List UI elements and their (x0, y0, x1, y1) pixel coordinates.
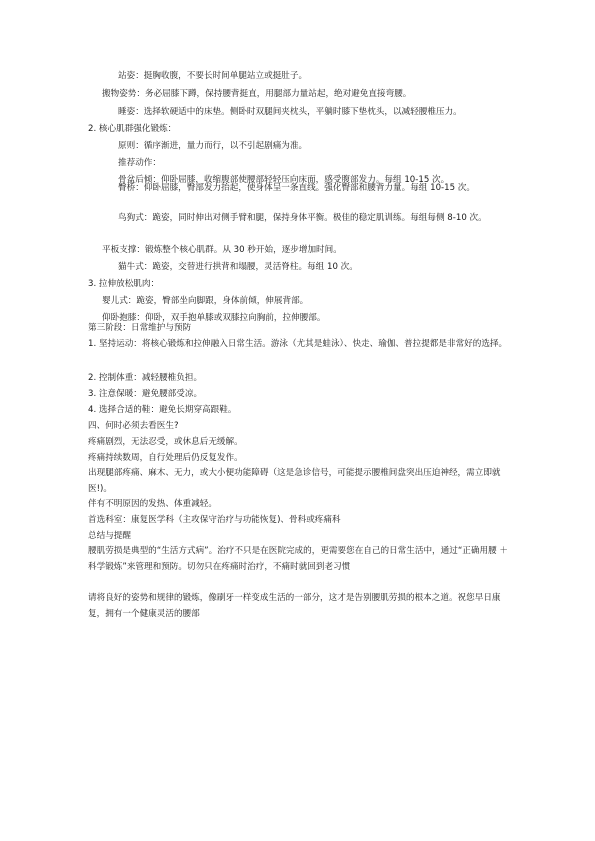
text-line: 站姿：挺胸收腹，不要长时间单腿站立或挺肚子。 (118, 71, 308, 81)
text-line: 伴有不明原因的发热、体重减轻。 (88, 499, 217, 509)
text-line: 睡姿：选择软硬适中的床垫。侧卧时双腿间夹枕头，平躺时膝下垫枕头，以减轻腰椎压力。 (118, 107, 462, 117)
text-line: 平板支撑：锻炼整个核心肌群。从 30 秒开始，逐步增加时间。 (102, 245, 342, 255)
section-heading: 总结与提醒 (88, 531, 131, 541)
text-line: 3. 注意保暖：避免腰部受凉。 (88, 389, 203, 399)
text-paragraph: 出现腿部疼痛、麻木、无力，或大小便功能障碍（这是急诊信号，可能提示腰椎间盘突出压迫神经，需立即就医!)。 (88, 468, 501, 494)
list-heading: 2. 核心肌群强化锻炼： (88, 124, 177, 134)
section-heading: 四、何时必须去看医生? (88, 421, 179, 431)
text-line: 仰卧抱膝：仰卧，双手抱单膝或双膝拉向胸前，拉伸腰部。 (102, 313, 326, 323)
text-line: 婴儿式：跪姿，臀部坐向脚跟，身体前倾，伸展背部。 (102, 296, 309, 306)
list-heading: 3. 拉伸放松肌肉： (88, 279, 160, 289)
text-line: 首选科室：康复医学科（主攻保守治疗与功能恢复)、骨科或疼痛科 (88, 515, 341, 525)
text-line: 疼痛剧烈，无法忍受，或休息后无缓解。 (88, 437, 243, 447)
text-line: 骨盆后倾：仰卧屈膝，收缩腹部使腰部轻轻压向床面，感受腹部发力。每组 10-15 次。 (118, 175, 450, 185)
text-paragraph: 鸟狗式：跪姿，同时伸出对侧手臂和腿，保持身体平衡。极佳的稳定肌训练。每组每侧 8-10 次。 (118, 213, 487, 223)
text-line: 疼痛持续数周，自行处理后仍反复发作。 (88, 453, 243, 463)
text-paragraph: 请将良好的姿势和规律的锻炼，像刷牙一样变成生活的一部分，这才是告别腰肌劳损的根本之道。祝您早日康复，拥有一个健康灵活的腰部 (88, 593, 501, 619)
text-line: 4. 选择合适的鞋：避免长期穿高跟鞋。 (88, 405, 237, 415)
section-heading: 第三阶段：日常维护与预防 (88, 323, 192, 333)
text-paragraph: 1. 坚持运动：将核心锻炼和拉伸融入日常生活。游泳（尤其是蛙泳）、快走、瑜伽、普拉提都是非常好的选择。 (88, 339, 508, 349)
text-paragraph: 臀桥：仰卧屈膝，臀部发力抬起，使身体呈一条直线。强化臀部和腰背力量。每组 10-15 次。 (118, 183, 475, 193)
text-line: 搬物姿势：务必屈膝下蹲，保持腰背挺直，用腿部力量站起，绝对避免直接弯腰。 (102, 89, 412, 99)
text-line: 推荐动作： (118, 158, 161, 168)
text-paragraph: 腰肌劳损是典型的“生活方式病”。治疗不只是在医院完成的，更需要您在自己的日常生活中，通过“正确用腰 ＋ 科学锻炼”来管理和预防。切勿只在疼痛时治疗，不痛时就回到老习惯 (88, 546, 508, 572)
text-line: 2. 控制体重：减轻腰椎负担。 (88, 373, 203, 383)
text-line: 猫牛式：跪姿，交替进行拱背和塌腰，灵活脊柱。每组 10 次。 (118, 262, 358, 272)
text-line: 原则：循序渐进，量力而行，以不引起剧痛为准。 (118, 141, 308, 151)
